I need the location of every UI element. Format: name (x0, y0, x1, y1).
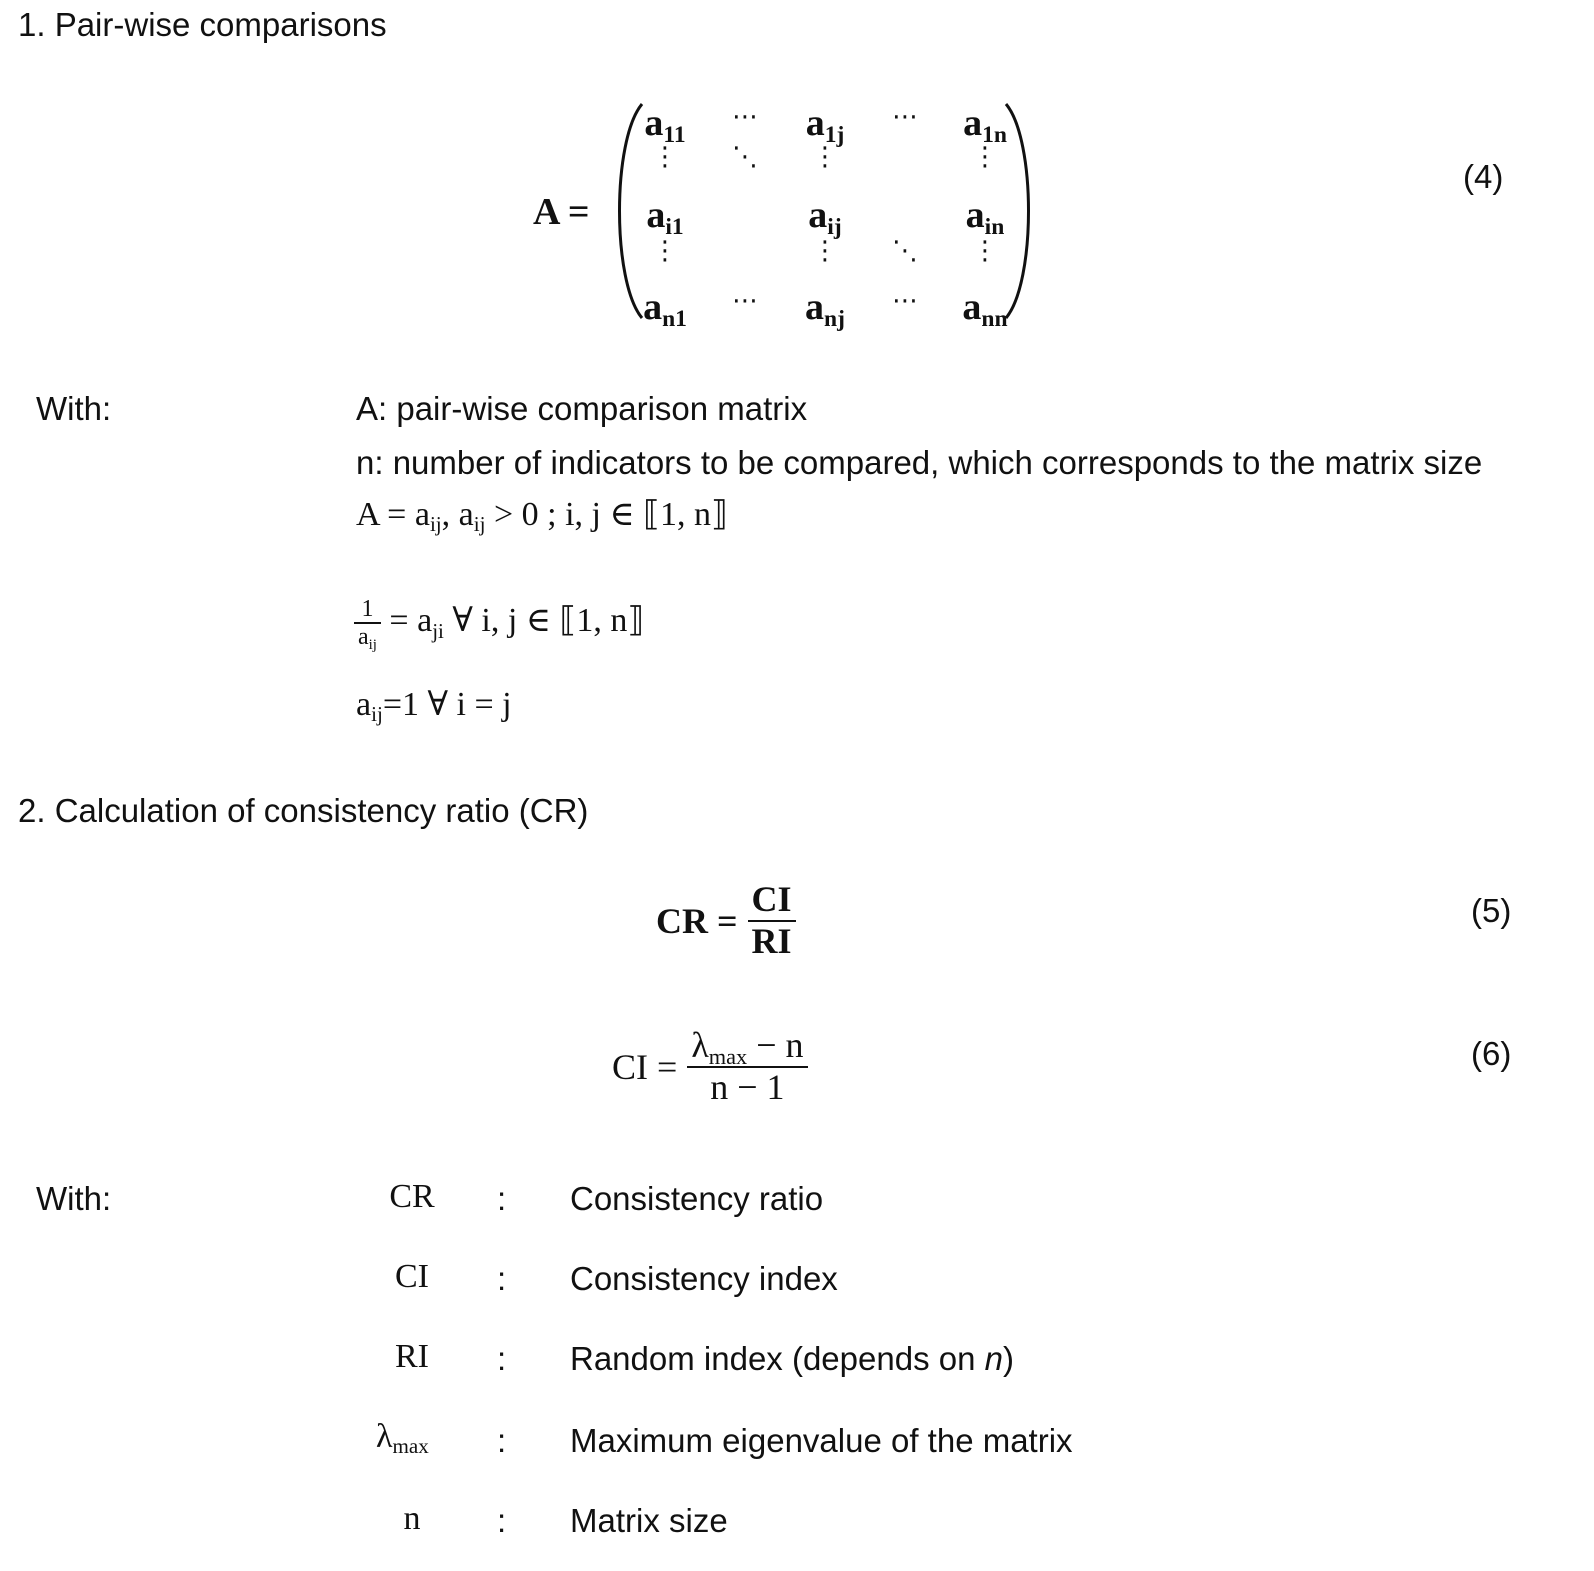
eq-number-5: (5) (1471, 892, 1512, 929)
ci-fraction: $\frac{\lambda\max - n}{n - 1}$ (687, 1026, 807, 1107)
meaning-lambda-max: Maximum eigenvalue of the matrix (570, 1422, 1073, 1459)
matrix-cell: ⋯ (732, 286, 758, 316)
pairwise-matrix (608, 100, 1040, 333)
matrix-cell: ⋱ (892, 236, 918, 266)
matrix-cell: ⋯ (892, 286, 918, 316)
equation-5: CR = $\frac{CI}{RI}$ (656, 880, 796, 961)
reciprocal-fraction: $\frac{1}{\text{aij}}$ (354, 596, 381, 651)
colon-lambda-max: : (497, 1422, 507, 1459)
colon-CR: : (497, 1180, 507, 1217)
cr-fraction: $\frac{CI}{RI}$ (748, 880, 796, 961)
eq-number-6: (6) (1471, 1035, 1512, 1072)
meaning-RI: Random index (depends on n) (570, 1340, 1014, 1377)
matrix-cell: ⋮ (652, 236, 678, 266)
matrix-lhs: A = (533, 191, 590, 233)
matrix-cell: ⋮ (972, 142, 998, 172)
symbol-CI: CI (395, 1258, 429, 1295)
meaning-CI: Consistency index (570, 1260, 838, 1297)
matrix-cell: ⋯ (892, 102, 918, 132)
condition-positive: A = aij, aij > 0 ; i, j ∈ ⟦1, n⟧ (356, 496, 728, 537)
symbol-RI: RI (395, 1338, 429, 1375)
matrix-cell: anj (805, 286, 845, 333)
matrix-cell: a11 (644, 102, 686, 149)
matrix-cell: ann (962, 286, 1008, 333)
colon-CI: : (497, 1260, 507, 1297)
symbol-CR: CR (389, 1178, 435, 1215)
matrix-cell: aij (808, 194, 842, 241)
matrix-cell: a1j (805, 102, 845, 149)
matrix-cell: ⋮ (652, 142, 678, 172)
condition-reciprocal: $\frac{1}{\text{aij}}$ = aji ∀ i, j ∈ ⟦1, n⟧ (354, 596, 644, 651)
matrix-cell: ain (965, 194, 1005, 241)
with-label-2: With: (36, 1180, 112, 1217)
equation-6: CI = $\frac{\lambda\max - n}{n - 1}$ (612, 1026, 808, 1107)
section1-heading: 1. Pair-wise comparisons (18, 6, 387, 43)
matrix-cell: ⋱ (732, 142, 758, 172)
definition-n: n: number of indicators to be compared, which corresponds to the matrix size (356, 444, 1483, 481)
section2-heading: 2. Calculation of consistency ratio (CR) (18, 792, 589, 829)
eq-number-4: (4) (1463, 158, 1504, 195)
condition-diagonal: aij=1 ∀ i = j (356, 686, 512, 727)
meaning-CR: Consistency ratio (570, 1180, 824, 1217)
matrix-cell: an1 (643, 286, 687, 333)
colon-n: : (497, 1502, 507, 1539)
matrix-cell: ai1 (646, 194, 684, 241)
with-label-1: With: (36, 390, 112, 427)
matrix-cell: ⋯ (732, 102, 758, 132)
meaning-n: Matrix size (570, 1502, 728, 1539)
matrix-cell: ⋮ (812, 142, 838, 172)
symbol-n: n (403, 1500, 421, 1537)
matrix-cell: ⋮ (812, 236, 838, 266)
matrix-cell: ⋮ (972, 236, 998, 266)
symbol-lambda-max: λmax (376, 1418, 429, 1459)
colon-RI: : (497, 1340, 507, 1377)
definition-A: A: pair-wise comparison matrix (356, 390, 808, 427)
matrix-cell: a1n (963, 102, 1007, 149)
